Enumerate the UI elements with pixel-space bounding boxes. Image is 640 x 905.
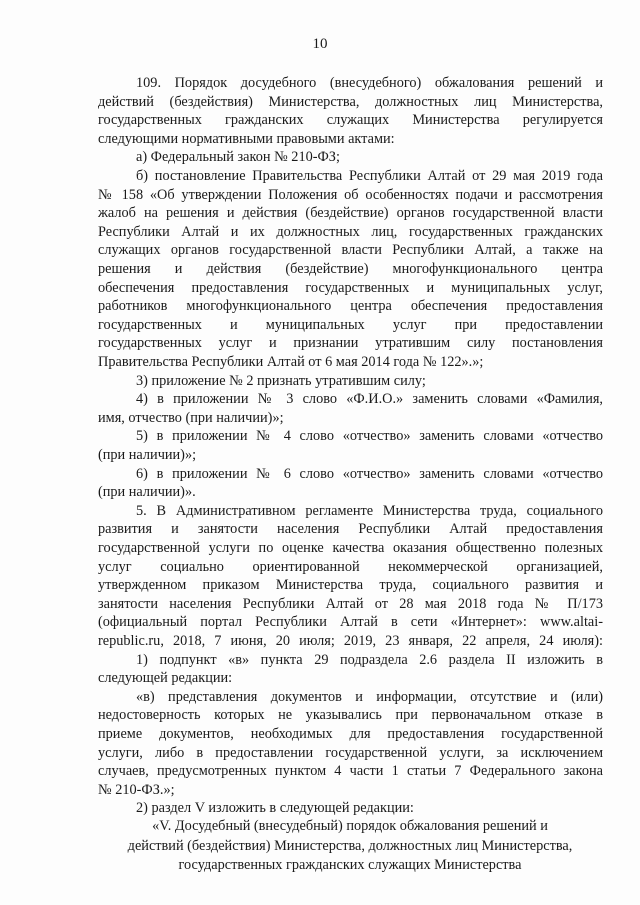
text-line: следующими нормативными правовыми актами: — [98, 130, 395, 147]
text-line: а) Федеральный закон № 210-ФЗ; — [136, 149, 340, 166]
text-line: работников многофункционального центра обеспечения предоставления — [98, 298, 603, 315]
heading-line: действий (бездействия) Министерства, должностных лиц Министерства, — [127, 837, 573, 854]
text-line: государственных услуг и признании утратившим силу постановления — [98, 335, 603, 352]
text-line: государственных гражданских служащих Министерства регулируется — [98, 112, 603, 129]
text-line: (при наличии)». — [98, 484, 196, 501]
text-line: 5) в приложении № 4 слово «отчество» заменить словами «отчество — [136, 428, 603, 445]
text-line: занятости населения Республики Алтай от 28 мая 2018 года № П/173 — [98, 595, 603, 612]
text-line: действий (бездействия) Министерства, должностных лиц Министерства, — [98, 93, 603, 110]
text-line: 5. В Административном регламенте Министерства труда, социального — [136, 502, 603, 519]
text-line: услуг социально ориентированной некоммерческой организацией, — [98, 558, 603, 575]
text-line: 6) в приложении № 6 слово «отчество» заменить словами «отчество — [136, 465, 603, 482]
text-line: имя, отчество (при наличии)»; — [98, 409, 284, 426]
text-line: (при наличии)»; — [98, 447, 197, 463]
text-line: 109. Порядок досудебного (внесудебного) обжалования решений и — [136, 75, 603, 91]
text-line: «в) представления документов и информации, отсутствие и (или) — [136, 688, 603, 705]
text-line: 1) подпункт «в» пункта 29 подраздела 2.6 раздела II изложить в — [136, 651, 603, 668]
text-line: решения и действия (бездействие) многофункционального центра — [98, 261, 603, 277]
text-line: недостоверность которых не указывались при первоначальном отказе в — [98, 707, 603, 724]
text-line: случаев, предусмотренных пунктом 4 части 1 статьи 7 Федерального закона — [98, 763, 603, 780]
text-line: жалоб на решения и действия (бездействие) органов государственной власти — [98, 205, 603, 222]
text-line: служащих органов государственной власти Республики Алтай, а также на — [98, 242, 603, 259]
heading-line: «V. Досудебный (внесудебный) порядок обжалования решений и — [152, 818, 548, 834]
heading-line: государственных гражданских служащих Министерства — [178, 857, 522, 873]
text-line: 4) в приложении № 3 слово «Ф.И.О.» заменить словами «Фамилия, — [136, 391, 603, 408]
text-line: услуги, либо в предоставлении государственной услуги, за исключением — [98, 744, 603, 761]
text-line: следующей редакции: — [98, 670, 233, 687]
text-line: Правительства Республики Алтай от 6 мая 2014 года № 122».»; — [98, 354, 484, 370]
text-line: приеме документов, необходимых для предоставления государственной — [98, 726, 603, 742]
text-line: 3) приложение № 2 признать утратившим силу; — [136, 372, 426, 389]
text-line: развития и занятости населения Республики Алтай предоставления — [98, 521, 603, 538]
text-line: Республики Алтай и их должностных лиц, государственных гражданских — [98, 223, 603, 240]
text-line: б) постановление Правительства Республики Алтай от 29 мая 2019 года — [136, 168, 603, 184]
text-line: republic.ru, 2018, 7 июня, 20 июля; 2019, 23 января, 22 апреля, 24 июля): — [98, 633, 603, 649]
text-line: № 158 «Об утверждении Положения об особенностях подачи и рассмотрения — [98, 186, 603, 203]
text-line: утвержденном приказом Министерства труда, социального развития и — [98, 577, 603, 594]
text-line: государственной услуги по оценке качества оказания общественно полезных — [98, 540, 603, 556]
text-line: обеспечения предоставления государственных и муниципальных услуг, — [98, 279, 603, 296]
page-number: 10 — [312, 36, 328, 52]
text-line: № 210-ФЗ.»; — [98, 781, 175, 798]
text-line: (официальный портал Республики Алтай в сети «Интернет»: www.altai- — [98, 614, 603, 631]
text-line: 2) раздел V изложить в следующей редакции: — [136, 800, 414, 817]
text-line: государственных и муниципальных услуг при предоставлении — [98, 316, 603, 333]
